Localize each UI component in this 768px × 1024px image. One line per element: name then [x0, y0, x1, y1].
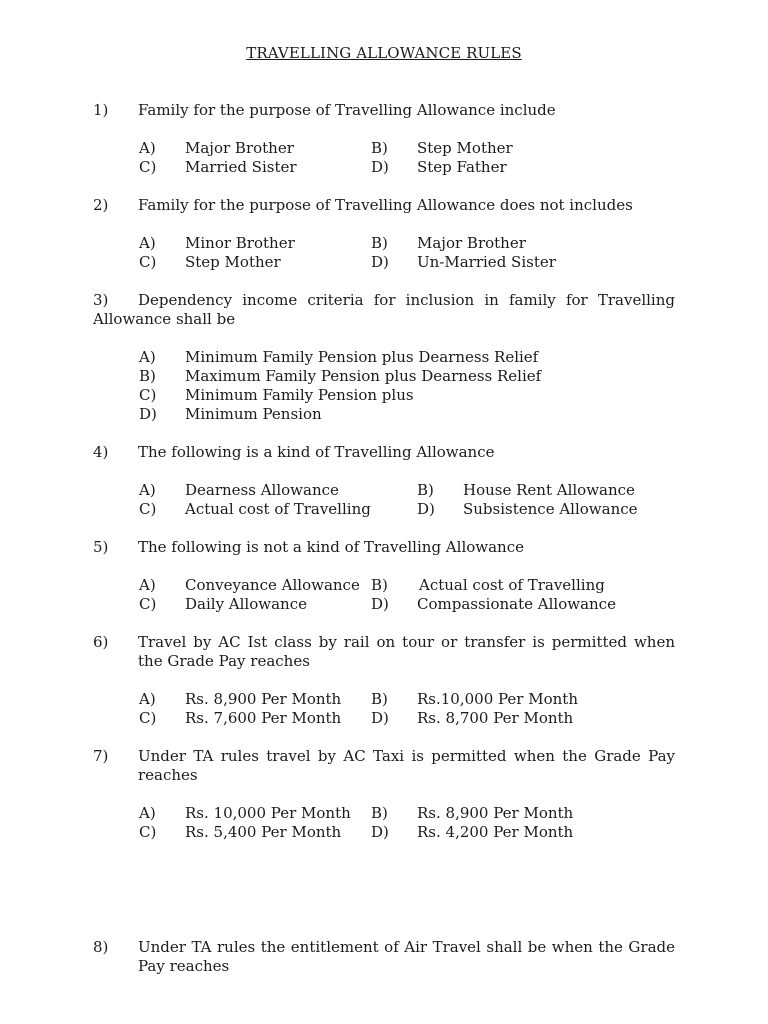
- option-letter: D): [417, 500, 435, 518]
- option-text: House Rent Allowance: [463, 481, 635, 499]
- question-1: [93, 101, 675, 177]
- question-text: Travel by AC Ist class by rail on tour or transfer is permitted when the Grade Pay reaches: [138, 633, 675, 670]
- option-letter: D): [371, 595, 389, 613]
- option-row: [93, 367, 675, 386]
- option-row: [93, 595, 675, 614]
- options: [93, 481, 675, 519]
- option-row: [93, 405, 675, 424]
- option-letter: C): [139, 500, 157, 518]
- option-letter: D): [371, 823, 389, 841]
- option-row: [93, 139, 675, 158]
- question-5: [93, 538, 675, 614]
- options: [93, 804, 675, 842]
- option-text: Major Brother: [417, 234, 526, 252]
- option-text: Minor Brother: [185, 234, 295, 252]
- question-text: Family for the purpose of Travelling Allowance include: [138, 101, 556, 119]
- option-letter: B): [371, 690, 388, 708]
- option-text: Conveyance Allowance: [185, 576, 360, 594]
- option-row: [93, 709, 675, 728]
- option-letter: C): [139, 386, 157, 404]
- option-letter: C): [139, 253, 157, 271]
- option-text: Subsistence Allowance: [463, 500, 638, 518]
- option-letter: B): [371, 234, 388, 252]
- question-6: [93, 633, 675, 728]
- options: [93, 234, 675, 272]
- option-letter: A): [139, 804, 156, 822]
- question-text: Under TA rules the entitlement of Air Travel shall be when the Grade Pay reaches: [138, 938, 675, 975]
- option-text: Dearness Allowance: [185, 481, 339, 499]
- option-text: Step Mother: [185, 253, 281, 271]
- option-row: [93, 481, 675, 500]
- option-letter: C): [139, 709, 157, 727]
- option-text: Married Sister: [185, 158, 297, 176]
- question-text: Family for the purpose of Travelling Allowance does not includes: [138, 196, 633, 214]
- option-letter: A): [139, 481, 156, 499]
- option-letter: C): [139, 823, 157, 841]
- option-text: Rs. 8,700 Per Month: [417, 709, 574, 727]
- option-text: Rs. 7,600 Per Month: [185, 709, 342, 727]
- option-letter: B): [139, 367, 156, 385]
- option-text: Minimum Family Pension plus: [185, 386, 414, 404]
- option-letter: D): [139, 405, 157, 423]
- option-text: Rs. 4,200 Per Month: [417, 823, 574, 841]
- option-row: [93, 576, 675, 595]
- options: [93, 139, 675, 177]
- option-letter: B): [371, 804, 388, 822]
- option-row: [93, 253, 675, 272]
- option-text: Major Brother: [185, 139, 294, 157]
- option-text: Actual cost of Travelling: [419, 576, 605, 594]
- question-number: 8): [93, 938, 109, 956]
- option-letter: C): [139, 158, 157, 176]
- option-letter: B): [371, 576, 388, 594]
- question-2: [93, 196, 675, 272]
- options: [93, 348, 675, 424]
- option-letter: A): [139, 139, 156, 157]
- question-number: 7): [93, 747, 109, 765]
- option-row: [93, 234, 675, 253]
- option-text: Rs. 5,400 Per Month: [185, 823, 342, 841]
- question-number: 6): [93, 633, 109, 651]
- question-text: The following is not a kind of Travelling Allowance: [138, 538, 524, 556]
- option-text: Compassionate Allowance: [417, 595, 616, 613]
- question-number: 5): [93, 538, 109, 556]
- options: [93, 690, 675, 728]
- question-text: [93, 291, 675, 329]
- option-row: [93, 158, 675, 177]
- question-4: [93, 443, 675, 519]
- question-number: 4): [93, 443, 109, 461]
- option-letter: A): [139, 348, 156, 366]
- option-text: Daily Allowance: [185, 595, 307, 613]
- option-row: [93, 804, 675, 823]
- option-text: Actual cost of Travelling: [185, 500, 371, 518]
- question-number: 1): [93, 101, 109, 119]
- option-text: Step Mother: [417, 139, 513, 157]
- option-text: Un-Married Sister: [417, 253, 556, 271]
- option-text: Minimum Family Pension plus Dearness Relief: [185, 348, 539, 366]
- option-text: Rs. 8,900 Per Month: [185, 690, 342, 708]
- question-text: Under TA rules travel by AC Taxi is permitted when the Grade Pay reaches: [138, 747, 675, 784]
- option-letter: C): [139, 595, 157, 613]
- option-letter: D): [371, 253, 389, 271]
- question-3: [93, 291, 675, 424]
- option-letter: B): [371, 139, 388, 157]
- option-row: [93, 386, 675, 405]
- question-text: The following is a kind of Travelling Allowance: [138, 443, 495, 461]
- option-letter: D): [371, 158, 389, 176]
- options: [93, 576, 675, 614]
- option-letter: D): [371, 709, 389, 727]
- option-text: Maximum Family Pension plus Dearness Relief: [185, 367, 542, 385]
- document-title: TRAVELLING ALLOWANCE RULES: [246, 44, 522, 62]
- option-letter: B): [417, 481, 434, 499]
- option-letter: A): [139, 576, 156, 594]
- question-number: 3): [93, 291, 109, 309]
- option-text: Minimum Pension: [185, 405, 322, 423]
- question-8: [93, 938, 675, 976]
- option-row: [93, 348, 675, 367]
- option-letter: A): [139, 234, 156, 252]
- option-row: [93, 500, 675, 519]
- option-letter: A): [139, 690, 156, 708]
- option-text: Rs.10,000 Per Month: [417, 690, 578, 708]
- question-7: [93, 747, 675, 842]
- option-row: [93, 690, 675, 709]
- question-number: 2): [93, 196, 109, 214]
- option-text: Step Father: [417, 158, 507, 176]
- question-body: Dependency income criteria for inclusion in family for Travelling Allowance shall be: [93, 291, 675, 328]
- option-text: Rs. 8,900 Per Month: [417, 804, 574, 822]
- option-row: [93, 823, 675, 842]
- option-text: Rs. 10,000 Per Month: [185, 804, 351, 822]
